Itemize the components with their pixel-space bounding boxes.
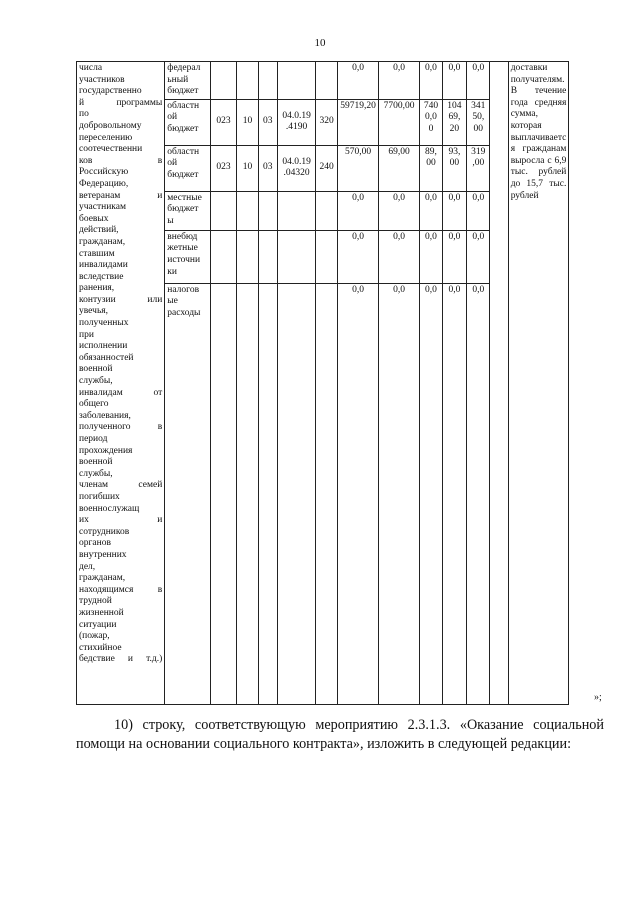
amount-cell	[442, 191, 466, 230]
cell-line: гражданам,	[79, 573, 126, 584]
amount-cell: 0,0	[379, 191, 420, 230]
cell-line: В течение	[510, 86, 567, 97]
cell-line: налогов	[167, 284, 200, 295]
code-cell	[277, 283, 315, 704]
cell-line: областн	[167, 100, 200, 111]
cell-line: 0,0	[448, 63, 461, 73]
cell-line: года средняя	[510, 97, 567, 108]
cell-line: рублей	[510, 190, 539, 201]
cell-line: ки	[167, 266, 177, 277]
quote-end: »;	[594, 692, 602, 703]
amount-cell	[467, 283, 490, 704]
cell-line: бедствие и т.д.)	[79, 654, 163, 665]
code-cell	[258, 191, 277, 230]
table-row	[77, 62, 640, 100]
cell-line: 00	[426, 158, 436, 169]
cell-line: 50,	[472, 112, 485, 123]
cell-line: участникам	[79, 202, 126, 213]
cell-line: соотечественни	[79, 144, 143, 155]
cell-line: получателям.	[510, 74, 565, 85]
cell-line: их и	[79, 515, 163, 526]
cell-line: 0,0	[472, 192, 485, 203]
cell-line: находящимся в	[79, 584, 163, 595]
code-cell: 10	[237, 99, 258, 145]
cell-line: обязанностей	[79, 352, 134, 363]
amount-cell	[442, 230, 466, 283]
cell-line: 0,0	[425, 284, 437, 295]
cell-line: боевых	[79, 213, 109, 224]
budget-table	[76, 61, 640, 705]
cell-line: 00	[449, 158, 460, 169]
cell-line: 0,0	[425, 112, 437, 123]
funding-source-cell	[165, 230, 210, 283]
cell-line: военной	[79, 364, 113, 375]
cell-line: ьный	[167, 74, 189, 85]
cell-line: действий,	[79, 225, 119, 236]
code-cell: 240	[316, 145, 338, 191]
amount-cell	[420, 145, 443, 191]
amount-cell	[420, 99, 443, 145]
amount-cell: 570,00	[337, 145, 378, 191]
cell-line: ветеранам и	[79, 190, 163, 201]
code-cell	[210, 283, 237, 704]
code-cell	[237, 230, 258, 283]
cell-line: 0,0	[425, 192, 437, 203]
cell-line: гражданам,	[79, 236, 126, 247]
cell-line: ,00	[472, 158, 485, 169]
amount-cell: 59719,20	[337, 99, 378, 145]
code-cell	[237, 191, 258, 230]
code-cell	[277, 99, 315, 145]
cell-line: источни	[167, 254, 201, 265]
code-cell	[237, 62, 258, 100]
code-cell	[237, 283, 258, 704]
cell-line: ой	[167, 112, 178, 123]
cell-line: ставшим	[79, 248, 115, 259]
cell-line: федерал	[167, 63, 201, 73]
cell-line: областн	[167, 146, 200, 157]
amount-cell: 0,0	[379, 283, 420, 704]
cell-line: службы,	[79, 376, 113, 387]
cell-line: 319	[471, 146, 486, 157]
cell-line: общего	[79, 399, 109, 410]
cell-line: дел,	[79, 561, 96, 572]
amount-cell	[420, 230, 443, 283]
amount-cell: 0,0	[337, 283, 378, 704]
participants-cell	[77, 62, 165, 705]
cell-line: Федерацию,	[79, 178, 129, 189]
cell-line: 0,0	[448, 231, 461, 242]
cell-line: жизненной	[79, 607, 124, 618]
cell-line: добровольному	[79, 120, 142, 131]
cell-line: прохождения	[79, 445, 133, 456]
cell-line: при	[79, 329, 94, 340]
cell-line: 04.0.19	[282, 110, 311, 121]
cell-line: выплачиваетс	[510, 132, 567, 143]
amount-cell: 0,0	[337, 191, 378, 230]
cell-line: до 15,7 тыс.	[510, 178, 567, 189]
code-cell: 023	[210, 99, 237, 145]
cell-line: полученного в	[79, 422, 163, 433]
amount-cell	[442, 145, 466, 191]
cell-line: 0,0	[425, 63, 437, 73]
cell-line: трудной	[79, 596, 112, 607]
cell-line: внутренних	[79, 549, 127, 560]
cell-line: ков в	[79, 155, 163, 166]
code-cell	[277, 191, 315, 230]
cell-line: 104	[447, 100, 462, 111]
cell-line: стихийное	[79, 642, 122, 653]
cell-line: (пожар,	[79, 631, 110, 642]
empty-cell	[490, 62, 508, 705]
cell-line: я гражданам	[510, 144, 567, 155]
code-cell: 10	[237, 145, 258, 191]
amount-cell	[442, 62, 466, 100]
page-number: 10	[314, 37, 326, 49]
code-cell: 320	[316, 99, 338, 145]
cell-line: доставки	[510, 63, 548, 73]
cell-line: 341	[471, 100, 486, 111]
cell-line: бюджет	[167, 123, 199, 134]
amount-cell: 0,0	[337, 230, 378, 283]
cell-line: период	[79, 434, 108, 444]
cell-line: 0,0	[448, 192, 461, 203]
cell-line: 740	[423, 100, 439, 111]
cell-line: инвалидам от	[79, 387, 163, 398]
cell-line: выросла с 6,9	[510, 155, 567, 166]
code-cell	[277, 145, 315, 191]
code-cell	[258, 230, 277, 283]
code-cell	[277, 62, 315, 100]
cell-line: полученных	[79, 318, 129, 329]
cell-line: ой	[167, 158, 178, 169]
cell-line: расходы	[167, 307, 201, 318]
cell-line: военнослужащ	[79, 503, 140, 514]
amount-cell	[467, 99, 490, 145]
code-cell	[258, 62, 277, 100]
amount-cell	[467, 145, 490, 191]
code-cell	[316, 62, 338, 100]
cell-line: заболевания,	[79, 410, 131, 421]
code-cell	[210, 230, 237, 283]
amount-cell	[467, 230, 490, 283]
cell-line: ситуации	[79, 619, 117, 630]
code-cell: 03	[258, 145, 277, 191]
instruction-paragraph: 10) строку, соответствующую мероприятию 2.3.1.3. «Оказание социальной помощи на основании социального контракта», изложить в следующей редакции:	[76, 717, 604, 752]
code-cell	[258, 283, 277, 704]
funding-source-cell	[165, 145, 210, 191]
cell-line: инвалидами	[79, 260, 128, 271]
code-cell	[316, 230, 338, 283]
amount-cell: 0,0	[379, 62, 420, 100]
amount-cell: 7700,00	[379, 99, 420, 145]
cell-line: членам семей	[79, 480, 163, 491]
code-cell	[277, 230, 315, 283]
cell-line: ые	[167, 296, 178, 307]
code-cell	[210, 62, 237, 100]
cell-line: сумма,	[510, 109, 538, 120]
cell-line: бюджет	[167, 86, 199, 97]
amount-cell	[442, 99, 466, 145]
amount-cell: 69,00	[379, 145, 420, 191]
cell-line: 89,	[425, 146, 437, 157]
cell-line: органов	[79, 538, 111, 549]
cell-line: 20	[449, 123, 460, 134]
code-cell	[210, 191, 237, 230]
cell-line: 04.0.19	[282, 156, 311, 167]
cell-line: 69,	[448, 112, 461, 123]
cell-line: переселению	[79, 132, 133, 143]
cell-line: местные	[167, 192, 202, 203]
code-cell	[316, 283, 338, 704]
cell-line: вследствие	[79, 271, 124, 282]
funding-source-cell	[165, 191, 210, 230]
funding-source-cell	[165, 283, 210, 704]
code-cell: 03	[258, 99, 277, 145]
cell-line: 00	[473, 123, 483, 134]
cell-line: Российскую	[79, 167, 129, 178]
amount-cell	[420, 191, 443, 230]
cell-line: 0,0	[425, 231, 437, 242]
cell-line: тыс. рублей	[510, 167, 567, 178]
cell-line: 0,0	[472, 63, 485, 73]
code-cell	[316, 191, 338, 230]
cell-line: жетные	[167, 243, 198, 254]
amount-cell: 0,0	[337, 62, 378, 100]
amount-cell	[420, 283, 443, 704]
cell-line: бюджет	[167, 169, 199, 180]
cell-line: исполнении	[79, 341, 128, 352]
funding-source-cell	[165, 99, 210, 145]
cell-line: .4190	[285, 122, 308, 133]
amount-cell	[467, 62, 490, 100]
result-cell	[508, 62, 569, 705]
cell-line: увечья,	[79, 306, 109, 317]
cell-line: .04320	[283, 168, 310, 179]
amount-cell	[467, 191, 490, 230]
cell-line: ы	[167, 215, 174, 226]
cell-line: й программы	[79, 97, 163, 108]
cell-line: которая	[510, 120, 542, 131]
cell-line: военной	[79, 457, 113, 468]
amount-cell	[442, 283, 466, 704]
cell-line: службы,	[79, 468, 113, 479]
cell-line: участников	[79, 74, 125, 85]
funding-source-cell	[165, 62, 210, 100]
code-cell: 023	[210, 145, 237, 191]
cell-line: ранения,	[79, 283, 115, 294]
cell-line: 0,0	[448, 284, 461, 295]
cell-line: 0,0	[472, 284, 485, 295]
cell-line: контузии или	[79, 294, 163, 305]
cell-line: числа	[79, 63, 103, 73]
cell-line: погибших	[79, 491, 120, 502]
cell-line: 0	[428, 123, 434, 134]
amount-cell: 0,0	[379, 230, 420, 283]
amount-cell	[420, 62, 443, 100]
cell-line: внебюд	[167, 231, 198, 242]
cell-line: бюджет	[167, 204, 199, 215]
cell-line: 0,0	[472, 231, 485, 242]
cell-line: государственно	[79, 86, 142, 97]
cell-line: по	[79, 109, 89, 120]
cell-line: сотрудников	[79, 526, 130, 537]
cell-line: 93,	[448, 146, 461, 157]
